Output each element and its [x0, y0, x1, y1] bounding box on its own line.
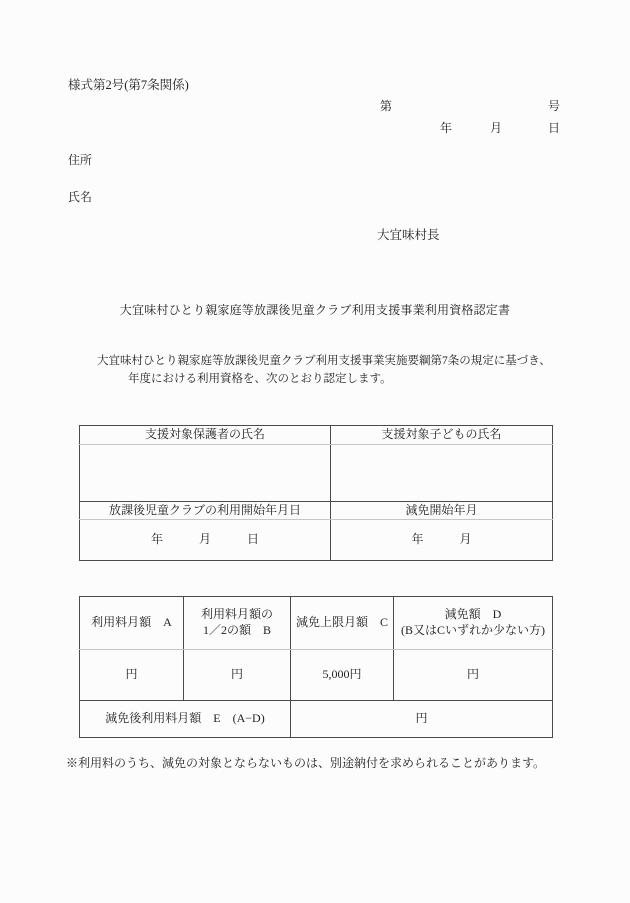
guardian-name-header: 支援対象保護者の氏名: [80, 426, 331, 445]
reduction-amount-header-line1: 減免額 D: [444, 607, 502, 622]
reduction-start-date-cell: 年 月: [411, 532, 472, 547]
reduction-amount-header: [394, 597, 553, 650]
fee-monthly-value-cell: 円: [80, 650, 184, 701]
reduction-start-header: 減免開始年月: [331, 502, 553, 520]
fee-half-header-line2: 1／2の額 B: [202, 623, 271, 637]
issue-date-year-label: 年: [440, 121, 453, 135]
reduction-amount-value-cell: 円: [394, 650, 553, 701]
name-label: 氏名: [68, 190, 93, 204]
body-text-line1: 大宜味村ひとり親家庭等放課後児童クラブ利用支援事業実施要綱第7条の規定に基づき、: [97, 355, 551, 367]
address-label: 住所: [68, 153, 93, 167]
doc-number-prefix: 第: [380, 99, 393, 113]
document-title: 大宜味村ひとり親家庭等放課後児童クラブ利用支援事業利用資格認定書: [119, 303, 511, 317]
fee-half-header-line1: 利用料月額の: [200, 607, 273, 622]
child-name-header: 支援対象子どもの氏名: [331, 426, 553, 445]
reduction-limit-header: 減免上限月額 C: [291, 597, 394, 650]
names-and-dates-table: [79, 425, 553, 561]
club-start-header: 放課後児童クラブの利用開始年月日: [80, 502, 331, 520]
reduction-limit-value-cell: 5,000円: [291, 650, 394, 701]
fee-after-reduction-value-cell: 円: [415, 711, 428, 726]
body-text-line2: 年度における利用資格を、次のとおり認定します。: [128, 373, 392, 385]
reduction-amount-header-line2: (B又はCいずれか少ない方): [400, 623, 545, 637]
doc-number-suffix: 号: [548, 99, 561, 113]
issue-date-day-label: 日: [548, 121, 561, 135]
footnote-text: ※利用料のうち、減免の対象とならないものは、別途納付を求められることがあります。: [66, 756, 546, 770]
fee-calculation-table: [79, 596, 553, 738]
fee-after-reduction-label-cell: 減免後利用料月額 E (A−D): [80, 701, 291, 738]
club-start-date-cell: 年 月 日: [80, 520, 331, 561]
child-name-cell: [331, 445, 553, 502]
fee-monthly-header: 利用料月額 A: [80, 597, 184, 650]
form-number-label: 様式第2号(第7条関係): [68, 78, 189, 92]
guardian-name-cell: [80, 445, 331, 502]
fee-half-value-cell: 円: [184, 650, 291, 701]
issue-date-month-label: 月: [490, 121, 503, 135]
fee-half-header: [184, 597, 291, 650]
issuer-name: 大宜味村長: [377, 228, 440, 242]
